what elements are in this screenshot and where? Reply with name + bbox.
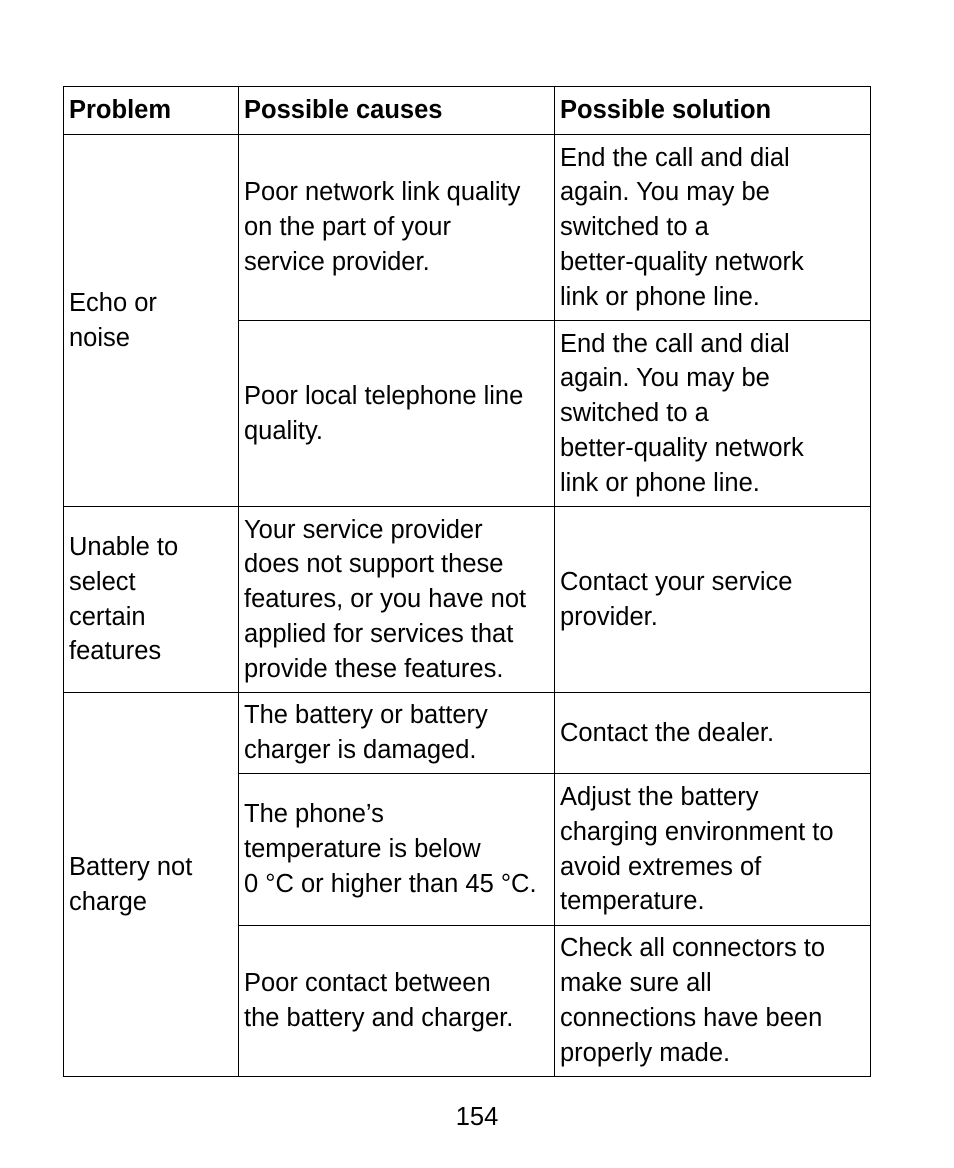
solution-text: Adjust the battery charging environment to avoid extremes of temperature.: [560, 782, 834, 916]
solution-cell: [555, 693, 871, 774]
solution-cell: [555, 507, 871, 693]
table-row: [64, 135, 871, 321]
cause-cell: [239, 693, 555, 774]
cause-text: Poor local telephone line quality.: [244, 381, 524, 445]
solution-text: End the call and dial again. You may be switched to a better-quality network link or phone line.: [560, 329, 804, 497]
page-number: 154: [455, 1103, 499, 1131]
table-row: [64, 507, 871, 693]
table-header: [64, 87, 871, 135]
solution-cell: [555, 135, 871, 321]
cause-text: Your service provider does not support these features, or you have not applied for services that provide these features.: [244, 515, 527, 683]
header-row: [64, 87, 871, 135]
cause-cell: [239, 774, 555, 926]
cause-text: The battery or battery charger is damaged.: [244, 701, 488, 764]
solution-text: Check all connectors to make sure all connections have been properly made.: [560, 934, 826, 1067]
cause-cell: [239, 507, 555, 693]
cause-cell: [239, 321, 555, 507]
cause-cell: [239, 135, 555, 321]
problem-text: Unable to select certain features: [69, 532, 179, 666]
problem-cell-features: [64, 507, 239, 693]
solution-cell: [555, 774, 871, 926]
problem-text: Echo or noise: [69, 288, 157, 352]
cause-cell: [239, 926, 555, 1077]
problem-cell-echo: [64, 135, 239, 507]
header-possible-causes: Possible causes: [239, 87, 555, 135]
cause-text: The phone’s temperature is below 0 °C or higher than 45 °C.: [244, 800, 537, 898]
problem-text: Battery not charge: [69, 852, 193, 916]
problem-cell-battery: [64, 693, 239, 1077]
cause-text: Poor network link quality on the part of your service provider.: [244, 178, 521, 276]
solution-text: Contact the dealer.: [560, 718, 775, 747]
solution-cell: [555, 926, 871, 1077]
table-body: [64, 135, 871, 1077]
solution-text: End the call and dial again. You may be switched to a better-quality network link or phone line.: [560, 143, 804, 311]
solution-cell: [555, 321, 871, 507]
header-possible-solution: Possible solution: [555, 87, 871, 135]
cause-text: Poor contact between the battery and charger.: [244, 969, 514, 1032]
troubleshooting-table: [63, 86, 871, 1077]
table-row: [64, 693, 871, 774]
header-problem: Problem: [64, 87, 239, 135]
solution-text: Contact your service provider.: [560, 567, 793, 631]
